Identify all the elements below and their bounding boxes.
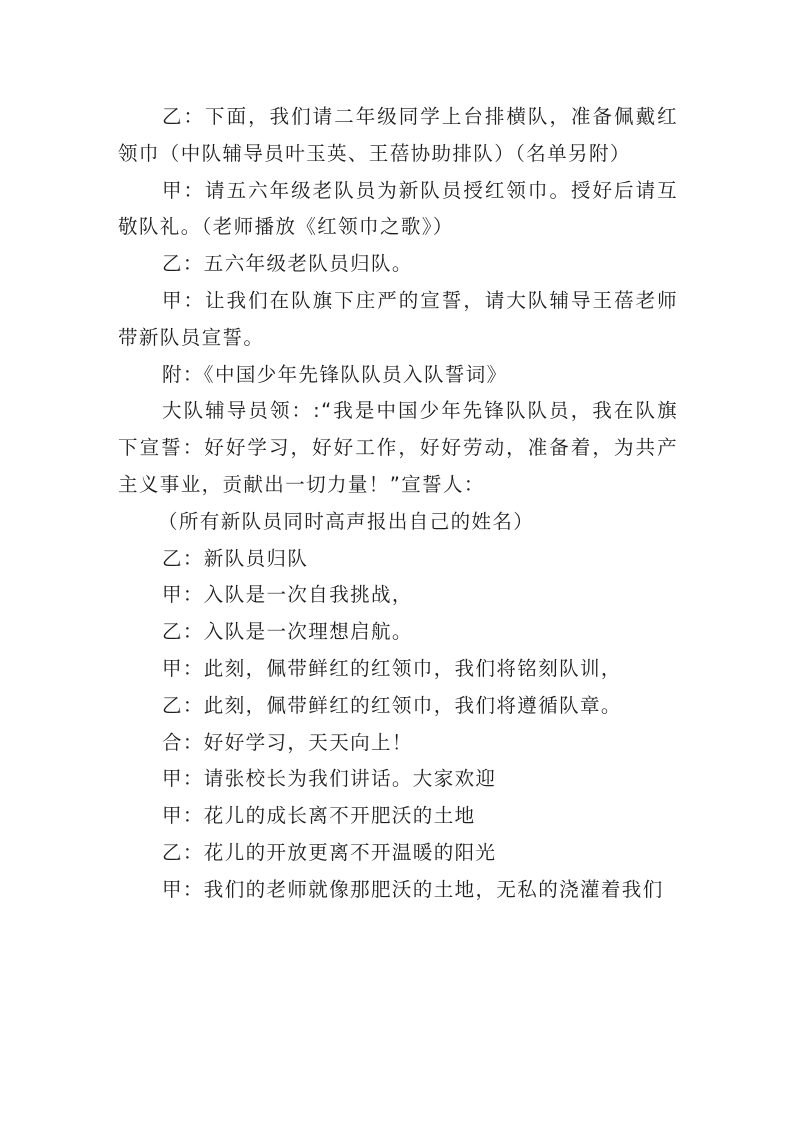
paragraph: 甲：入队是一次自我挑战， (162, 583, 413, 607)
paragraph: （所有新队员同时高声报出自己的姓名） (158, 509, 535, 533)
paragraph: 乙：花儿的开放更离不开温暖的阳光 (162, 840, 497, 864)
paragraph: 甲：请五六年级老队员为新队员授红领巾。授好后请互敬队礼。（老师播放《红领巾之歌》） (118, 178, 678, 239)
paragraph: 甲：花儿的成长离不开肥沃的土地 (162, 804, 476, 828)
paragraph: 合：好好学习，天天向上！ (162, 730, 413, 754)
paragraph: 甲：让我们在队旗下庄严的宣誓，请大队辅导王蓓老师带新队员宣誓。 (118, 288, 678, 349)
document-body (118, 99, 678, 909)
paragraph: 乙：五六年级老队员归队。 (162, 252, 413, 276)
paragraph: 乙：新队员归队 (162, 546, 309, 570)
paragraph: 乙：入队是一次理想启航。 (162, 620, 413, 644)
paragraph: 大队辅导员领：:“我是中国少年先锋队队员，我在队旗下宣誓：好好学习，好好工作，好好劳动，准备着，为共产主义事业，贡献出一切力量！”宣誓人： (118, 399, 678, 496)
paragraph: 甲：我们的老师就像那肥沃的土地，无私的浇灌着我们 (162, 877, 664, 901)
paragraph: 乙：此刻，佩带鲜红的红领巾，我们将遵循队章。 (162, 693, 622, 717)
paragraph: 甲：请张校长为我们讲话。大家欢迎 (162, 767, 497, 791)
paragraph: 附：《中国少年先锋队队员入队誓词》 (162, 362, 508, 386)
paragraph: 甲：此刻，佩带鲜红的红领巾，我们将铭刻队训， (162, 656, 622, 680)
paragraph: 乙：下面，我们请二年级同学上台排横队，准备佩戴红领巾（中队辅导员叶玉英、王蓓协助排队）（名单另附） (118, 105, 678, 165)
